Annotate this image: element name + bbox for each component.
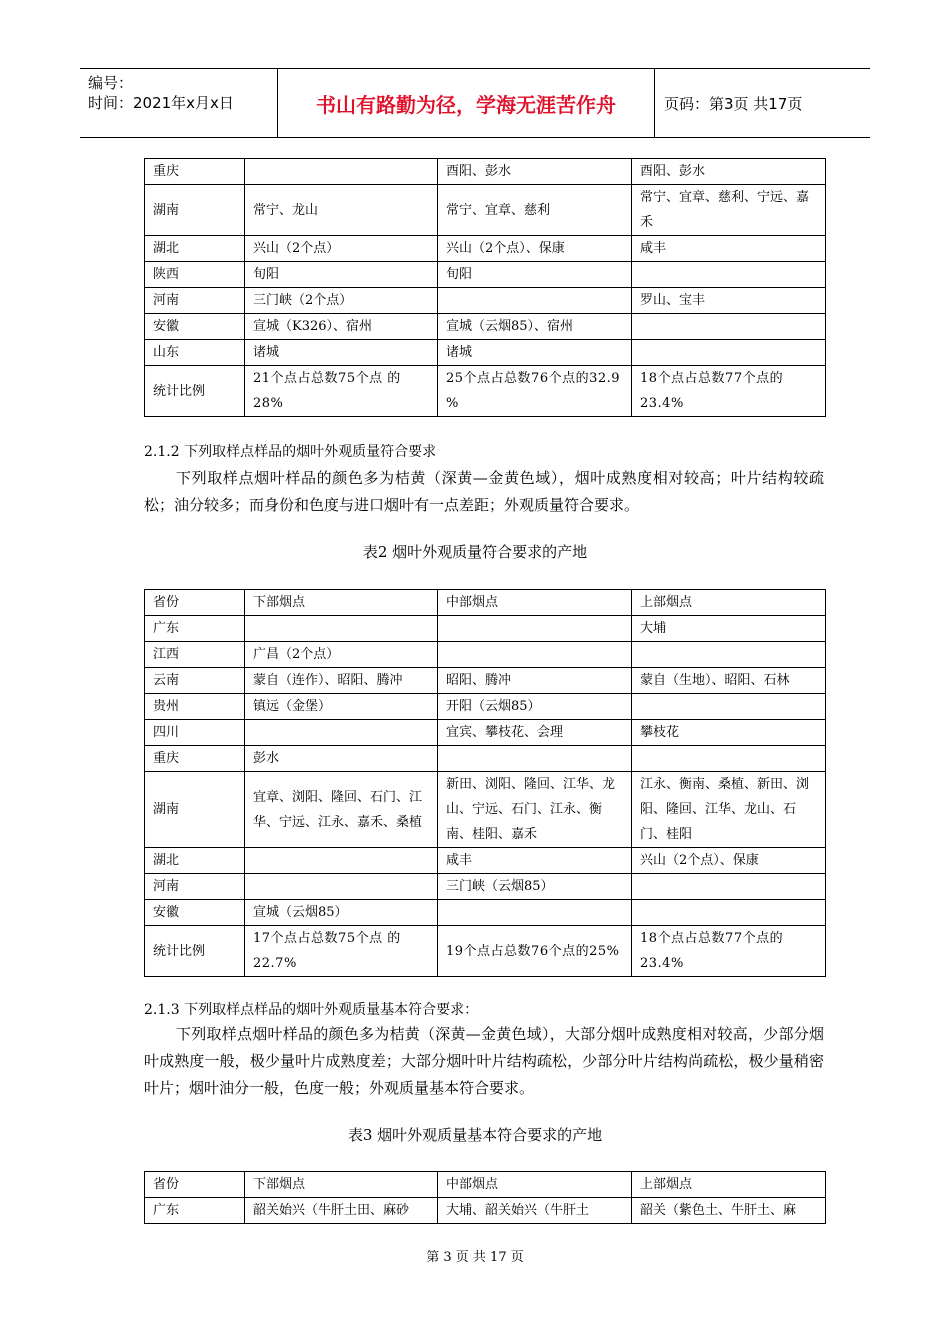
table-cell: 宜宾、攀枝花、会理	[438, 720, 632, 746]
section-2-1-3-paragraph: 下列取样点烟叶样品的颜色多为桔黄（深黄—金黄色域），大部分烟叶成熟度相对较高，少部分烟叶成熟度一般，极少量叶片成熟度差；大部分烟叶叶片结构疏松，少部分叶片结构尚疏松，极少量稍密叶片；烟叶油分一般，色度一般；外观质量基本符合要求。	[144, 1025, 824, 1097]
table-cell: 18个点占总数77个点的23.4%	[632, 366, 826, 417]
province-cell: 河南	[145, 288, 245, 314]
province-cell: 广东	[145, 616, 245, 642]
column-header: 中部烟点	[438, 1172, 632, 1198]
column-header: 省份	[145, 590, 245, 616]
table-cell: 旬阳	[245, 262, 438, 288]
table-cell: 常宁、宜章、慈利	[438, 185, 632, 236]
column-header: 省份	[145, 1172, 245, 1198]
table-cell: 蒙自（生地）、昭阳、石林	[632, 668, 826, 694]
province-cell: 广东	[145, 1198, 245, 1224]
province-cell: 湖南	[145, 772, 245, 848]
province-cell: 重庆	[145, 159, 245, 185]
table-cell	[632, 314, 826, 340]
header-motto: 书山有路勤为径，学海无涯苦作舟	[278, 69, 655, 137]
table-cell: 旬阳	[438, 262, 632, 288]
province-cell: 重庆	[145, 746, 245, 772]
table-header-row	[145, 1172, 826, 1198]
province-cell: 贵州	[145, 694, 245, 720]
table-cell	[438, 642, 632, 668]
table-row	[145, 1198, 826, 1224]
table-cell: 彭水	[245, 746, 438, 772]
table-cell	[632, 262, 826, 288]
table-cell: 酉阳、彭水	[632, 159, 826, 185]
table-cell: 咸丰	[632, 236, 826, 262]
table-cell: 17个点占总数75个点 的22.7%	[245, 926, 438, 977]
table-cell: 江永、衡南、桑植、新田、浏阳、隆回、江华、龙山、石门、桂阳	[632, 772, 826, 848]
table-cell: 新田、浏阳、隆回、江华、龙山、宁远、石门、江永、衡南、桂阳、嘉禾	[438, 772, 632, 848]
table-cell: 19个点占总数76个点的25%	[438, 926, 632, 977]
table-cell: 镇远（金堡）	[245, 694, 438, 720]
table-header-row	[145, 590, 826, 616]
table-row	[145, 642, 826, 668]
table-cell	[632, 900, 826, 926]
section-2-1-2-heading: 2.1.2 下列取样点样品的烟叶外观质量符合要求	[144, 444, 437, 460]
section-2-1-2-paragraph: 下列取样点烟叶样品的颜色多为桔黄（深黄—金黄色域），烟叶成熟度相对较高；叶片结构较疏松；油分较多；而身份和色度与进口烟叶有一点差距；外观质量符合要求。	[144, 469, 824, 514]
table-cell: 宜章、浏阳、隆回、石门、江华、宁远、江永、嘉禾、桑植	[245, 772, 438, 848]
column-header: 下部烟点	[245, 590, 438, 616]
table-cell	[438, 746, 632, 772]
table-row	[145, 288, 826, 314]
table-cell	[245, 874, 438, 900]
province-cell: 四川	[145, 720, 245, 746]
table-cell	[632, 340, 826, 366]
doc-number-label: 编号：	[88, 74, 134, 92]
table-3	[144, 1171, 826, 1224]
province-cell: 安徽	[145, 900, 245, 926]
table-cell: 咸丰	[438, 848, 632, 874]
table-row	[145, 340, 826, 366]
table-cell: 常宁、龙山	[245, 185, 438, 236]
province-cell: 山东	[145, 340, 245, 366]
table-row	[145, 772, 826, 848]
province-cell: 云南	[145, 668, 245, 694]
table-cell: 18个点占总数77个点的23.4%	[632, 926, 826, 977]
header-meta	[80, 69, 278, 137]
province-cell: 统计比例	[145, 366, 245, 417]
table-row	[145, 262, 826, 288]
table-cell: 三门峡（2个点）	[245, 288, 438, 314]
table-row	[145, 874, 826, 900]
table-3-caption: 表3 烟叶外观质量基本符合要求的产地	[347, 1126, 603, 1144]
table-2-caption: 表2 烟叶外观质量符合要求的产地	[362, 543, 588, 561]
table-cell: 25个点占总数76个点的32.9 %	[438, 366, 632, 417]
table-cell: 三门峡（云烟85）	[438, 874, 632, 900]
table-cell: 宣城（K326）、宿州	[245, 314, 438, 340]
table-row	[145, 926, 826, 977]
table-row	[145, 616, 826, 642]
table-cell	[438, 616, 632, 642]
table-cell: 韶关始兴（牛肝土田、麻砂	[245, 1198, 438, 1224]
table-row	[145, 185, 826, 236]
table-row	[145, 668, 826, 694]
province-cell: 河南	[145, 874, 245, 900]
province-cell: 陕西	[145, 262, 245, 288]
table-2	[144, 589, 826, 977]
column-header: 下部烟点	[245, 1172, 438, 1198]
column-header: 上部烟点	[632, 1172, 826, 1198]
table-cell: 常宁、宜章、慈利、宁远、嘉禾	[632, 185, 826, 236]
table-cell: 韶关（紫色土、牛肝土、麻	[632, 1198, 826, 1224]
column-header: 中部烟点	[438, 590, 632, 616]
table-cell: 大埔、韶关始兴（牛肝土	[438, 1198, 632, 1224]
table-row	[145, 694, 826, 720]
table-cell: 蒙自（连作）、昭阳、腾冲	[245, 668, 438, 694]
table-cell: 兴山（2个点）、保康	[632, 848, 826, 874]
province-cell: 湖南	[145, 185, 245, 236]
table-cell: 兴山（2个点）、保康	[438, 236, 632, 262]
table-cell: 21个点占总数75个点 的28%	[245, 366, 438, 417]
table-cell: 开阳（云烟85）	[438, 694, 632, 720]
section-2-1-3-heading: 2.1.3 下列取样点样品的烟叶外观质量基本符合要求：	[144, 1002, 479, 1018]
header-page-code: 页码：第3页 共17页	[664, 94, 803, 113]
table-cell: 广昌（2个点）	[245, 642, 438, 668]
table-cell	[632, 874, 826, 900]
table-row	[145, 848, 826, 874]
table-cell: 攀枝花	[632, 720, 826, 746]
table-cell	[632, 746, 826, 772]
table-cell	[245, 159, 438, 185]
table-cell: 宣城（云烟85）	[245, 900, 438, 926]
table-cell	[632, 694, 826, 720]
province-cell: 安徽	[145, 314, 245, 340]
table-cell: 诸城	[438, 340, 632, 366]
table-row	[145, 900, 826, 926]
table-cell	[438, 288, 632, 314]
table-cell: 宣城（云烟85）、宿州	[438, 314, 632, 340]
table-cell	[245, 848, 438, 874]
table-row	[145, 314, 826, 340]
table-row	[145, 720, 826, 746]
column-header: 上部烟点	[632, 590, 826, 616]
province-cell: 湖北	[145, 236, 245, 262]
page-header	[80, 68, 870, 138]
page-footer: 第 3 页 共 17 页	[426, 1250, 524, 1265]
table-cell	[438, 900, 632, 926]
table-1-continued	[144, 158, 826, 417]
table-cell	[245, 720, 438, 746]
province-cell: 统计比例	[145, 926, 245, 977]
doc-time-label: 时间：2021年x月x日	[88, 94, 234, 112]
table-row	[145, 236, 826, 262]
table-cell: 诸城	[245, 340, 438, 366]
table-cell	[245, 616, 438, 642]
table-cell: 兴山（2个点）	[245, 236, 438, 262]
table-cell: 大埔	[632, 616, 826, 642]
table-row	[145, 159, 826, 185]
table-row	[145, 366, 826, 417]
table-cell: 罗山、宝丰	[632, 288, 826, 314]
table-cell: 昭阳、腾冲	[438, 668, 632, 694]
table-row	[145, 746, 826, 772]
province-cell: 江西	[145, 642, 245, 668]
province-cell: 湖北	[145, 848, 245, 874]
table-cell: 酉阳、彭水	[438, 159, 632, 185]
table-cell	[632, 642, 826, 668]
